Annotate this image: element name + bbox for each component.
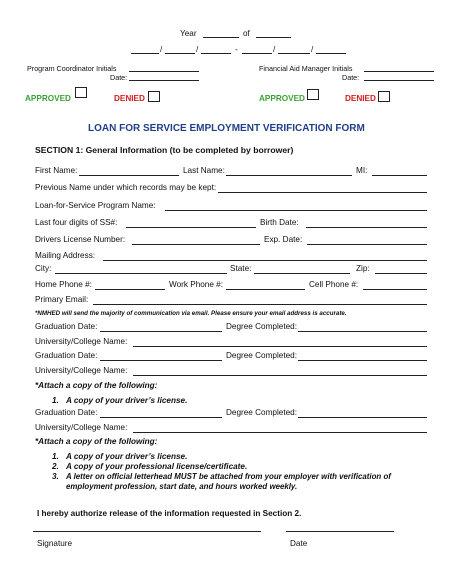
city-label: City: bbox=[35, 264, 52, 273]
university-field-1[interactable] bbox=[133, 346, 427, 347]
approved-checkbox-left[interactable] bbox=[75, 87, 87, 98]
approved-checkbox-right[interactable] bbox=[307, 89, 319, 100]
year-label: Year bbox=[180, 29, 197, 38]
end-day-field[interactable] bbox=[278, 53, 310, 54]
cell-phone-field[interactable] bbox=[363, 289, 427, 290]
degree-completed-field-2[interactable] bbox=[298, 360, 427, 361]
graduation-date-field-3[interactable] bbox=[100, 417, 222, 418]
university-label-3: University/College Name: bbox=[35, 423, 128, 432]
cell-phone-label: Cell Phone #: bbox=[309, 280, 359, 289]
university-label-2: University/College Name: bbox=[35, 366, 128, 375]
state-label: State: bbox=[230, 264, 252, 273]
program-name-field[interactable] bbox=[165, 210, 427, 211]
of-label: of bbox=[243, 29, 250, 38]
coordinator-initials-label: Program Coordinator Initials bbox=[27, 64, 117, 73]
state-field[interactable] bbox=[254, 273, 350, 274]
last-name-label: Last Name: bbox=[183, 166, 225, 175]
degree-completed-label-3: Degree Completed: bbox=[226, 408, 297, 417]
work-phone-label: Work Phone #: bbox=[169, 280, 224, 289]
attach2-item-3: A letter on official letterhead MUST be attached from your employer with verification of bbox=[66, 472, 391, 481]
aid-manager-date-field[interactable] bbox=[364, 80, 434, 81]
work-phone-field[interactable] bbox=[226, 289, 305, 290]
coordinator-initials-field[interactable] bbox=[129, 71, 199, 72]
graduation-date-field-2[interactable] bbox=[100, 360, 222, 361]
end-year-field[interactable] bbox=[316, 53, 346, 54]
city-field[interactable] bbox=[55, 273, 227, 274]
start-month-field[interactable] bbox=[131, 53, 159, 54]
mi-label: MI: bbox=[356, 166, 368, 175]
mailing-address-label: Mailing Address: bbox=[35, 251, 96, 260]
approved-label-right: APPROVED bbox=[259, 94, 305, 103]
date-label: Date bbox=[290, 539, 308, 548]
attach2-item-3-cont: employment profession, start date, and hours worked weekly. bbox=[66, 482, 298, 491]
slash: / bbox=[196, 45, 199, 54]
program-name-label: Loan-for-Service Program Name: bbox=[35, 201, 156, 210]
start-day-field[interactable] bbox=[165, 53, 195, 54]
license-number-field[interactable] bbox=[132, 244, 260, 245]
exp-date-field[interactable] bbox=[307, 244, 427, 245]
primary-email-label: Primary Email: bbox=[35, 295, 89, 304]
graduation-date-label-2: Graduation Date: bbox=[35, 351, 98, 360]
attach2-item-2: A copy of your professional license/certificate. bbox=[66, 462, 248, 471]
birth-date-field[interactable] bbox=[306, 227, 427, 228]
first-name-label: First Name: bbox=[35, 166, 78, 175]
date-line[interactable] bbox=[286, 531, 394, 532]
aid-manager-date-label: Date: bbox=[342, 73, 360, 82]
aid-manager-initials-field[interactable] bbox=[364, 71, 434, 72]
mailing-address-field[interactable] bbox=[103, 260, 427, 261]
primary-email-field[interactable] bbox=[93, 304, 427, 305]
degree-completed-field-1[interactable] bbox=[298, 331, 427, 332]
attach-title-1: *Attach a copy of the following: bbox=[35, 381, 158, 390]
university-field-3[interactable] bbox=[133, 432, 427, 433]
degree-completed-label-1: Degree Completed: bbox=[226, 322, 297, 331]
home-phone-label: Home Phone #: bbox=[35, 280, 92, 289]
dash: - bbox=[235, 45, 238, 54]
home-phone-field[interactable] bbox=[95, 289, 165, 290]
slash: / bbox=[160, 45, 163, 54]
coordinator-date-field[interactable] bbox=[129, 80, 199, 81]
attach2-number-3: 3. bbox=[52, 472, 59, 481]
university-label-1: University/College Name: bbox=[35, 337, 128, 346]
attach2-number-1: 1. bbox=[52, 452, 59, 461]
section1-title: SECTION 1: General Information (to be completed by borrower) bbox=[35, 145, 294, 155]
zip-label: Zip: bbox=[356, 264, 370, 273]
graduation-date-label-1: Graduation Date: bbox=[35, 322, 98, 331]
ss-last4-label: Last four digits of SS#: bbox=[35, 218, 118, 227]
aid-manager-initials-label: Financial Aid Manager Initials bbox=[259, 64, 353, 73]
signature-label: Signature bbox=[37, 539, 73, 548]
graduation-date-label-3: Graduation Date: bbox=[35, 408, 98, 417]
end-month-field[interactable] bbox=[242, 53, 272, 54]
denied-label-left: DENIED bbox=[114, 94, 145, 103]
year-end-field[interactable] bbox=[256, 37, 291, 38]
last-name-field[interactable] bbox=[226, 175, 352, 176]
previous-name-field[interactable] bbox=[218, 192, 427, 193]
attach-title-2: *Attach a copy of the following: bbox=[35, 437, 158, 446]
first-name-field[interactable] bbox=[79, 175, 179, 176]
approved-label-left: APPROVED bbox=[25, 94, 71, 103]
attach2-item-1: A copy of your driver’s license. bbox=[66, 452, 188, 461]
denied-label-right: DENIED bbox=[345, 94, 376, 103]
slash: / bbox=[273, 45, 276, 54]
slash: / bbox=[311, 45, 314, 54]
authorize-statement: I hereby authorize release of the information requested in Section 2. bbox=[37, 509, 302, 518]
year-start-field[interactable] bbox=[203, 37, 239, 38]
coordinator-date-label: Date: bbox=[110, 73, 128, 82]
mi-field[interactable] bbox=[372, 175, 427, 176]
attach1-item-1: A copy of your driver’s license. bbox=[66, 396, 188, 405]
university-field-2[interactable] bbox=[133, 375, 427, 376]
zip-field[interactable] bbox=[375, 273, 427, 274]
graduation-date-field-1[interactable] bbox=[100, 331, 222, 332]
signature-line[interactable] bbox=[33, 531, 261, 532]
degree-completed-field-3[interactable] bbox=[298, 417, 427, 418]
email-note: *NMHED will send the majority of communication via email. Please ensure your email address is accurate. bbox=[35, 310, 347, 317]
form-title: LOAN FOR SERVICE EMPLOYMENT VERIFICATION FORM bbox=[88, 123, 365, 134]
ss-last4-field[interactable] bbox=[126, 227, 256, 228]
attach1-item-number: 1. bbox=[52, 396, 59, 405]
license-number-label: Drivers License Number: bbox=[35, 235, 126, 244]
previous-name-label: Previous Name under which records may be kept: bbox=[35, 183, 217, 192]
exp-date-label: Exp. Date: bbox=[264, 235, 303, 244]
denied-checkbox-left[interactable] bbox=[148, 91, 160, 102]
birth-date-label: Birth Date: bbox=[260, 218, 299, 227]
degree-completed-label-2: Degree Completed: bbox=[226, 351, 297, 360]
start-year-field[interactable] bbox=[201, 53, 231, 54]
attach2-number-2: 2. bbox=[52, 462, 59, 471]
denied-checkbox-right[interactable] bbox=[378, 91, 390, 102]
